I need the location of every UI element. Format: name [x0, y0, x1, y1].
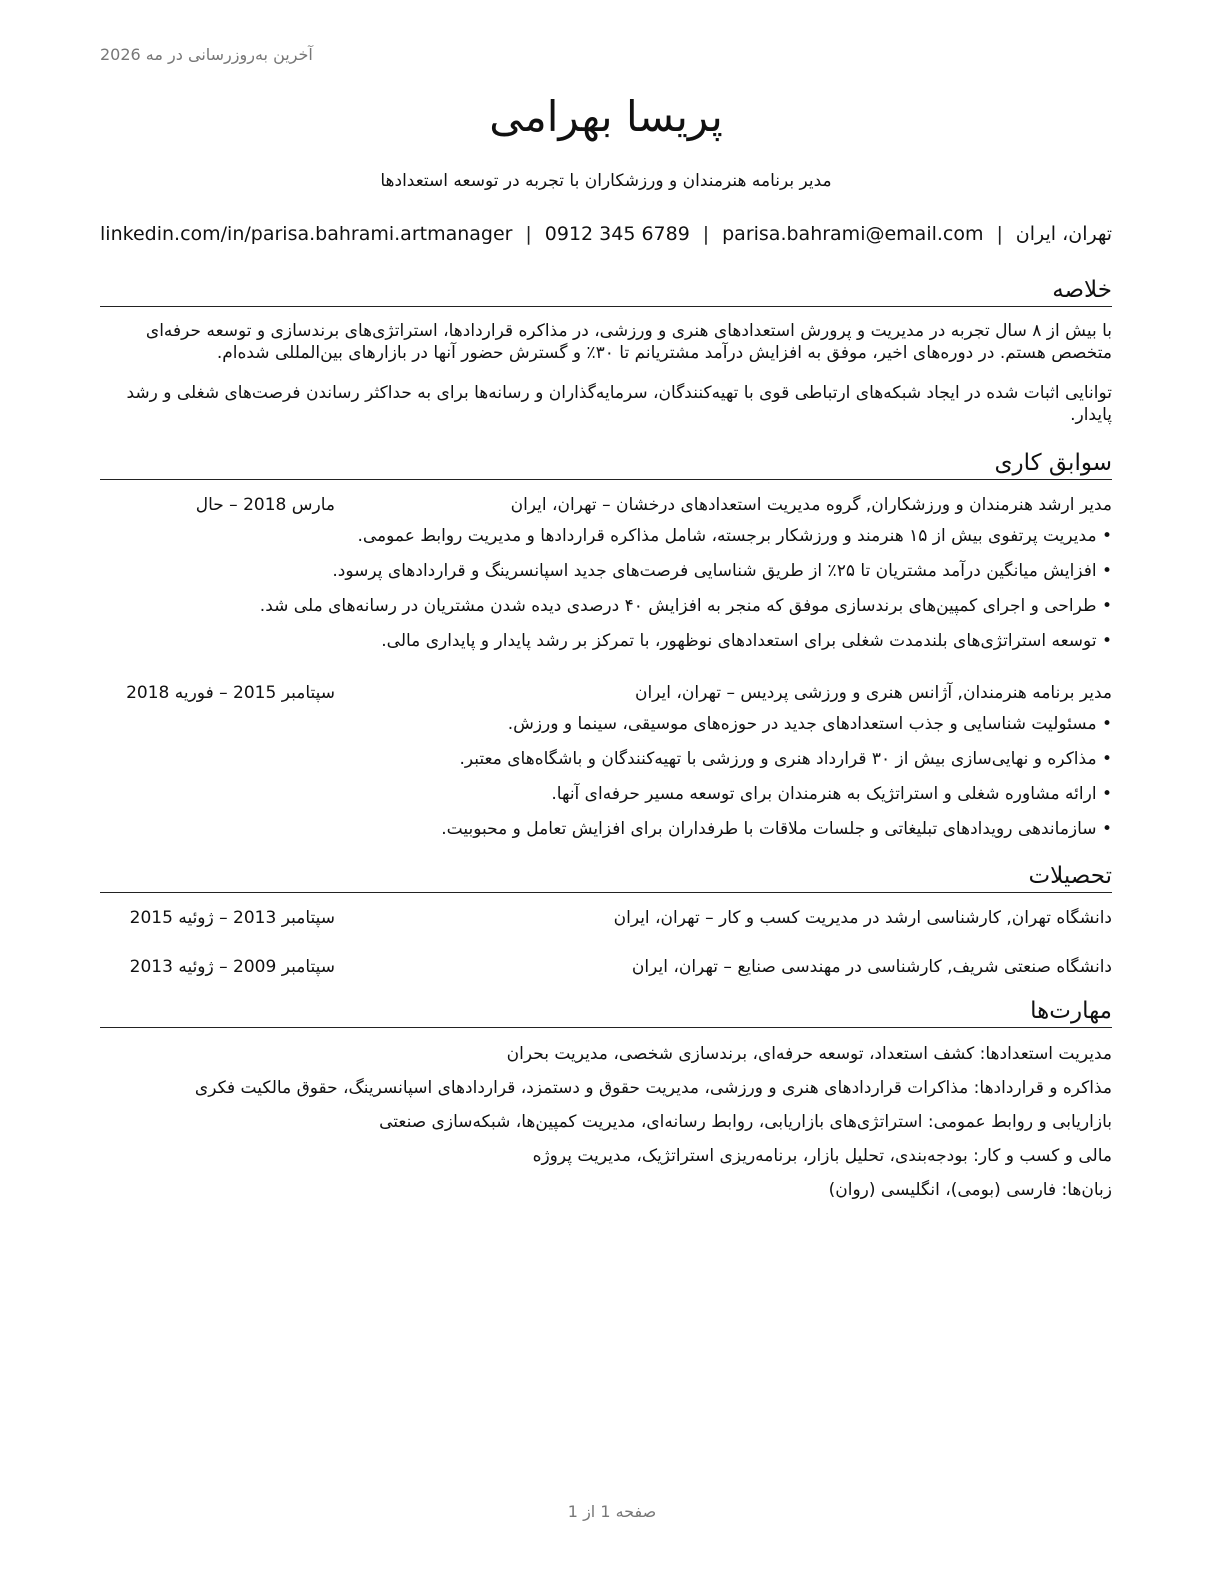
- summary-paragraph: توانایی اثبات شده در ایجاد شبکه‌های ارتباطی قوی با تهیه‌کنندگان، سرمایه‌گذاران و رسانه‌ها برای به حداکثر رساندن فرصت‌های شغلی و رشد پایدار.: [126, 383, 1112, 425]
- list-item: • توسعه استراتژی‌های بلندمدت شغلی برای استعدادهای نوظهور، با تمرکز بر رشد پایدار و پایداری مالی.: [100, 630, 1112, 665]
- skill-line: مالی و کسب و کار: بودجه‌بندی، تحلیل بازار، برنامه‌ریزی استراتژیک، مدیریت پروژه: [532, 1146, 1112, 1166]
- education-item: [100, 907, 1112, 929]
- section-title-education: تحصیلات: [100, 862, 1112, 893]
- list-item: • مسئولیت شناسایی و جذب استعدادهای جدید در حوزه‌های موسیقی، سینما و ورزش.: [100, 713, 1112, 748]
- skill-line: مدیریت استعدادها: کشف استعداد، توسعه حرفه‌ای، برندسازی شخصی، مدیریت بحران: [506, 1044, 1112, 1064]
- job-dates: سپتامبر 2015 – فوریه 2018: [126, 683, 335, 703]
- job-dates: مارس 2018 – حال: [195, 495, 335, 515]
- job-title-company: مدیر ارشد هنرمندان و ورزشکاران, گروه مدیریت استعدادهای درخشان – تهران، ایران: [510, 495, 1112, 515]
- education-dates: سپتامبر 2009 – ژوئیه 2013: [129, 957, 335, 977]
- contact-linkedin[interactable]: linkedin.com/in/parisa.bahrami.artmanager: [100, 223, 513, 245]
- tagline: مدیر برنامه هنرمندان و ورزشکاران با تجربه در توسعه استعدادها: [380, 171, 832, 191]
- summary-paragraph: با بیش از ۸ سال تجربه در مدیریت و پرورش استعدادهای هنری و ورزشی، در مذاکره قراردادها، استراتژی‌های برندسازی و توسعه حرفه‌ای متخصص هستم. در دوره‌های اخیر، موفق به افزایش درآمد مشتریانم تا ۳۰٪ و گسترش حضور آنها در بازارهای بین‌المللی شده‌ام.: [145, 321, 1112, 363]
- contact-line: [100, 223, 1112, 245]
- skill-line: بازاریابی و روابط عمومی: استراتژی‌های بازاریابی، روابط رسانه‌ای، مدیریت کمپین‌ها، شبکه‌سازی صنعتی: [379, 1112, 1112, 1132]
- contact-separator: |: [525, 223, 532, 245]
- education-item: [100, 956, 1112, 978]
- job-title-company: مدیر برنامه هنرمندان, آژانس هنری و ورزشی پردیس – تهران، ایران: [634, 683, 1112, 703]
- section-title-experience: سوابق کاری: [100, 449, 1112, 480]
- person-name: پریسا بهرامی: [489, 92, 723, 141]
- job-bullets: [100, 525, 1112, 665]
- list-item: • ارائه مشاوره شغلی و استراتژیک به هنرمندان برای توسعه مسیر حرفه‌ای آنها.: [100, 783, 1112, 818]
- page-number: صفحه 1 از 1: [567, 1502, 657, 1521]
- contact-separator: |: [702, 223, 710, 245]
- contact-phone: 0912 345 6789: [544, 223, 690, 245]
- skills-list: [100, 1043, 1112, 1213]
- section-title-summary: خلاصه: [100, 276, 1112, 307]
- skill-line: زبان‌ها: فارسی (بومی)، انگلیسی (روان): [828, 1180, 1112, 1200]
- education-dates: سپتامبر 2013 – ژوئیه 2015: [129, 908, 335, 928]
- list-item: • مدیریت پرتفوی بیش از ۱۵ هنرمند و ورزشکار برجسته، شامل مذاکره قراردادها و مدیریت روابط عمومی.: [100, 525, 1112, 560]
- resume-page: [100, 0, 1112, 1584]
- skill-line: مذاکره و قراردادها: مذاکرات قراردادهای هنری و ورزشی، مدیریت حقوق و دستمزد، قراردادهای اسپانسرینگ، حقوق مالکیت فکری: [194, 1078, 1112, 1098]
- list-item: • سازماندهی رویدادهای تبلیغاتی و جلسات ملاقات با طرفداران برای افزایش تعامل و محبوبیت.: [100, 818, 1112, 853]
- education-degree: دانشگاه صنعتی شریف, کارشناسی در مهندسی صنایع – تهران، ایران: [631, 957, 1112, 977]
- job-heading: [100, 494, 1112, 516]
- contact-email[interactable]: parisa.bahrami@email.com: [722, 223, 984, 245]
- education-degree: دانشگاه تهران, کارشناسی ارشد در مدیریت کسب و کار – تهران، ایران: [613, 908, 1112, 928]
- list-item: • طراحی و اجرای کمپین‌های برندسازی موفق که منجر به افزایش ۴۰ درصدی دیده شدن مشتریان در رسانه‌های ملی شد.: [100, 595, 1112, 630]
- list-item: • افزایش میانگین درآمد مشتریان تا ۲۵٪ از طریق شناسایی فرصت‌های جدید اسپانسرینگ و قراردادهای پرسود.: [100, 560, 1112, 595]
- contact-separator: |: [996, 223, 1003, 245]
- last-updated: آخرین به‌روزرسانی در مه 2026: [100, 45, 313, 64]
- list-item: • مذاکره و نهایی‌سازی بیش از ۳۰ قرارداد هنری و ورزشی با تهیه‌کنندگان و باشگاه‌های معتبر.: [100, 748, 1112, 783]
- section-title-skills: مهارت‌ها: [100, 997, 1112, 1028]
- job-heading: [100, 682, 1112, 704]
- job-bullets: [100, 713, 1112, 853]
- contact-location: تهران، ایران: [1015, 223, 1112, 245]
